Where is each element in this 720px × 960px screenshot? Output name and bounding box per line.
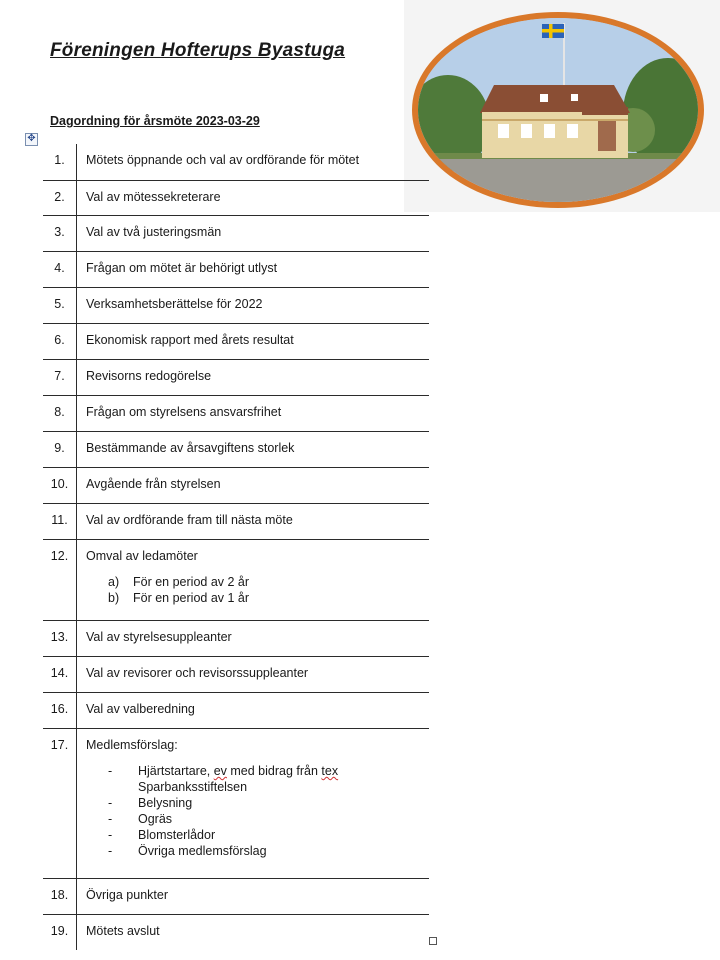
agenda-text: Val av mötessekreterare: [86, 190, 221, 204]
agenda-text: Val av två justeringsmän: [86, 225, 222, 239]
bullet-dash: -: [108, 828, 113, 842]
agenda-row: [43, 657, 429, 693]
bullet-list-item: [107, 843, 429, 859]
agenda-number: 19.: [43, 915, 77, 950]
bullet-text: Hjärtstartare, ev med bidrag från tex Sparbanksstiftelsen: [138, 764, 339, 794]
agenda-row: [43, 360, 429, 396]
agenda-number: 16.: [43, 693, 77, 728]
agenda-row: [43, 540, 429, 621]
agenda-number: 17.: [43, 729, 77, 878]
bullet-dash: -: [108, 764, 113, 778]
bullet-dash: -: [108, 796, 113, 810]
bullet-dash: -: [108, 844, 113, 858]
agenda-number: 5.: [43, 288, 77, 323]
agenda-row: [43, 693, 429, 729]
bullet-list-item: [107, 795, 429, 811]
agenda-text: Val av styrelsesuppleanter: [86, 630, 232, 644]
agenda-text: Övriga punkter: [86, 888, 168, 902]
sub-list-marker: b): [108, 591, 120, 605]
bullet-list-item: [107, 827, 429, 843]
agenda-number: 1.: [43, 144, 77, 180]
agenda-text: Avgående från styrelsen: [86, 477, 221, 491]
agenda-text: Val av ordförande fram till nästa möte: [86, 513, 293, 527]
agenda-number: 11.: [43, 504, 77, 539]
agenda-text: Frågan om styrelsens ansvarsfrihet: [86, 405, 282, 419]
agenda-row: [43, 915, 429, 950]
agenda-number: 13.: [43, 621, 77, 656]
document-title: Föreningen Hofterups Byastuga: [50, 40, 346, 61]
bullet-text: Blomsterlådor: [138, 828, 216, 842]
agenda-number: 7.: [43, 360, 77, 395]
agenda-number: 9.: [43, 432, 77, 467]
sub-list-item: [108, 590, 429, 606]
agenda-table: [43, 144, 429, 950]
spelling-flag: ev: [213, 764, 227, 778]
agenda-number: 3.: [43, 216, 77, 251]
agenda-text: Medlemsförslag:: [86, 738, 178, 752]
bullet-list-item: [107, 763, 429, 795]
bullet-list: [86, 763, 429, 859]
agenda-row: [43, 621, 429, 657]
village-hall-illustration: [418, 18, 698, 202]
agenda-row: [43, 396, 429, 432]
agenda-row: [43, 879, 429, 915]
sub-list-text: För en period av 2 år: [133, 575, 250, 589]
agenda-text-block: [77, 540, 429, 620]
agenda-row: [43, 288, 429, 324]
bullet-text: Belysning: [138, 796, 193, 810]
agenda-number: 8.: [43, 396, 77, 431]
agenda-number: 18.: [43, 879, 77, 914]
agenda-text: Val av revisorer och revisorssuppleanter: [86, 666, 309, 680]
agenda-text: Verksamhetsberättelse för 2022: [86, 297, 263, 311]
agenda-row: [43, 252, 429, 288]
agenda-row: [43, 468, 429, 504]
agenda-text-block: [77, 729, 429, 878]
sub-list: [86, 574, 429, 606]
agenda-text: Mötets öppnande och val av ordförande för mötet: [86, 153, 360, 167]
agenda-text: Mötets avslut: [86, 924, 160, 938]
agenda-row: [43, 144, 429, 181]
bullet-list-item: [107, 811, 429, 827]
agenda-row: [43, 181, 429, 216]
agenda-row: [43, 432, 429, 468]
agenda-text: Omval av ledamöter: [86, 549, 198, 563]
agenda-row: [43, 504, 429, 540]
bullet-dash: -: [108, 812, 113, 826]
sub-list-text: För en period av 1 år: [133, 591, 250, 605]
table-end-marker: [429, 937, 437, 945]
agenda-row: [43, 729, 429, 879]
bullet-text: Övriga medlemsförslag: [138, 844, 267, 858]
agenda-row: [43, 216, 429, 252]
agenda-number: 14.: [43, 657, 77, 692]
agenda-text: Ekonomisk rapport med årets resultat: [86, 333, 294, 347]
agenda-number: 2.: [43, 181, 77, 215]
agenda-number: 4.: [43, 252, 77, 287]
bullet-text: Ogräs: [138, 812, 173, 826]
village-hall-photo: [412, 12, 704, 208]
agenda-text: Revisorns redogörelse: [86, 369, 212, 383]
spelling-flag: tex: [321, 764, 339, 778]
agenda-row: [43, 324, 429, 360]
agenda-text: Frågan om mötet är behörigt utlyst: [86, 261, 278, 275]
sub-list-item: [108, 574, 429, 590]
agenda-text: Bestämmande av årsavgiftens storlek: [86, 441, 295, 455]
agenda-text: Val av valberedning: [86, 702, 195, 716]
agenda-number: 10.: [43, 468, 77, 503]
agenda-number: 6.: [43, 324, 77, 359]
sub-list-marker: a): [108, 575, 120, 589]
agenda-number: 12.: [43, 540, 77, 620]
table-move-handle-icon[interactable]: ✥: [25, 133, 38, 146]
agenda-heading: Dagordning för årsmöte 2023-03-29: [50, 114, 260, 128]
